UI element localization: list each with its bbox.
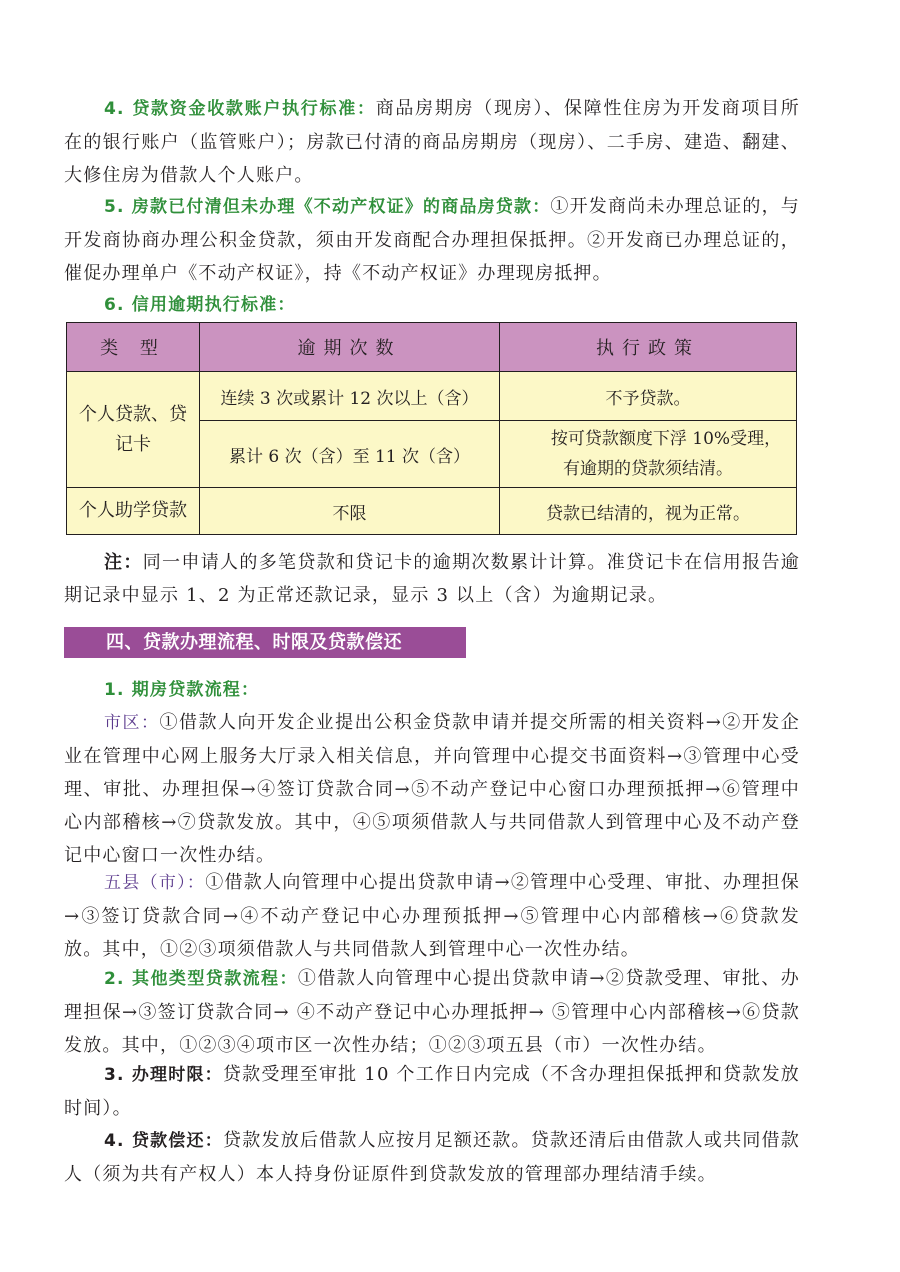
cell-overdue-count: 累计 6 次（含）至 11 次（含） — [200, 421, 500, 488]
cell-policy: 不予贷款。 — [500, 372, 797, 421]
text-other-loan-process: ①借款人向管理中心提出贷款申请→②贷款受理、审批、办理担保→③签订贷款合同→ ④不动产登记中心办理抵押→ ⑤管理中心内部稽核→⑥贷款发放。其中，①②③④项市区一次性办结；①②③项五县（市）一次性办结。 — [64, 968, 800, 1056]
heading-forward-house-process: 1. 期房贷款流程： — [104, 680, 260, 700]
text-county-process: ①借款人向管理中心提出贷款申请→②管理中心受理、审批、办理担保→③签订贷款合同→④不动产登记中心办理预抵押→⑤管理中心内部稽核→⑥贷款发放。其中，①②③项须借款人与共同借款人到管理中心一次性办结。 — [64, 872, 800, 960]
paragraph-note — [64, 546, 800, 612]
note-text: 同一申请人的多笔贷款和贷记卡的逾期次数累计计算。准贷记卡在信用报告逾期记录中显示 1、2 为正常还款记录，显示 3 以上（含）为逾期记录。 — [64, 552, 801, 606]
table-header-row — [67, 323, 797, 372]
heading-other-loan-process: 2. 其他类型贷款流程： — [104, 969, 298, 989]
note-label: 注： — [104, 552, 143, 573]
paragraph-city-process — [64, 706, 800, 872]
heading-repayment: 4. 贷款偿还： — [104, 1131, 224, 1151]
cell-policy: 贷款已结清的，视为正常。 — [500, 488, 797, 535]
section-heading-bar: 四、贷款办理流程、时限及贷款偿还 — [64, 627, 466, 658]
paragraph-time-limit — [64, 1058, 800, 1125]
text-account-standard: 商品房期房（现房）、保障性住房为开发商项目所在的银行账户（监管账户）；房款已付清的商品房期房（现房）、二手房、建造、翻建、大修住房为借款人个人账户。 — [64, 98, 800, 186]
paragraph-county-process — [64, 866, 800, 966]
header-policy: 执行政策 — [500, 323, 797, 372]
heading-credit-overdue: 6. 信用逾期执行标准： — [104, 295, 296, 315]
text-repayment: 贷款发放后借款人应按月足额还款。贷款还清后由借款人或共同借款人（须为共有产权人）本人持身份证原件到贷款发放的管理部办理结清手续。 — [64, 1130, 800, 1185]
header-overdue-count: 逾期次数 — [200, 323, 500, 372]
table-row — [67, 372, 797, 421]
cell-overdue-count: 连续 3 次或累计 12 次以上（含） — [200, 372, 500, 421]
text-city-process: ①借款人向开发企业提出公积金贷款申请并提交所需的相关资料→②开发企业在管理中心网上服务大厅录入相关信息，并向管理中心提交书面资料→③管理中心受理、审批、办理担保→④签订贷款合同→⑤不动产登记中心窗口办理预抵押→⑥管理中心内部稽核→⑦贷款发放。其中，④⑤项须借款人与共同借款人到管理中心及不动产登记中心窗口一次性办结。 — [64, 712, 800, 866]
heading-account-standard: 4. 贷款资金收款账户执行标准： — [104, 99, 376, 119]
header-type: 类 型 — [67, 323, 200, 372]
cell-overdue-count: 不限 — [200, 488, 500, 535]
paragraph-other-loan-process — [64, 962, 800, 1062]
paragraph-unpaid-certificate — [64, 190, 800, 290]
label-city: 市区： — [104, 713, 160, 733]
paragraph-forward-house-process — [64, 673, 800, 707]
heading-unpaid-certificate: 5. 房款已付清但未办理《不动产权证》的商品房贷款： — [104, 197, 551, 217]
text-time-limit: 贷款受理至审批 10 个工作日内完成（不含办理担保抵押和贷款发放时间）。 — [64, 1064, 800, 1119]
cell-policy: 按可贷款额度下浮 10%受理，有逾期的贷款须结清。 — [500, 421, 797, 488]
cell-type-student-loan: 个人助学贷款 — [67, 488, 200, 535]
paragraph-credit-overdue — [64, 288, 800, 322]
table-row — [67, 488, 797, 535]
label-county: 五县（市）： — [104, 873, 206, 893]
paragraph-account-standard — [64, 92, 800, 192]
heading-time-limit: 3. 办理时限： — [104, 1065, 223, 1085]
cell-type-personal-loan: 个人贷款、贷记卡 — [67, 372, 200, 488]
text-unpaid-certificate: ①开发商尚未办理总证的，与开发商协商办理公积金贷款，须由开发商配合办理担保抵押。②开发商已办理总证的，催促办理单户《不动产权证》，持《不动产权证》办理现房抵押。 — [64, 196, 801, 284]
credit-overdue-table — [66, 322, 797, 535]
paragraph-repayment — [64, 1124, 800, 1191]
